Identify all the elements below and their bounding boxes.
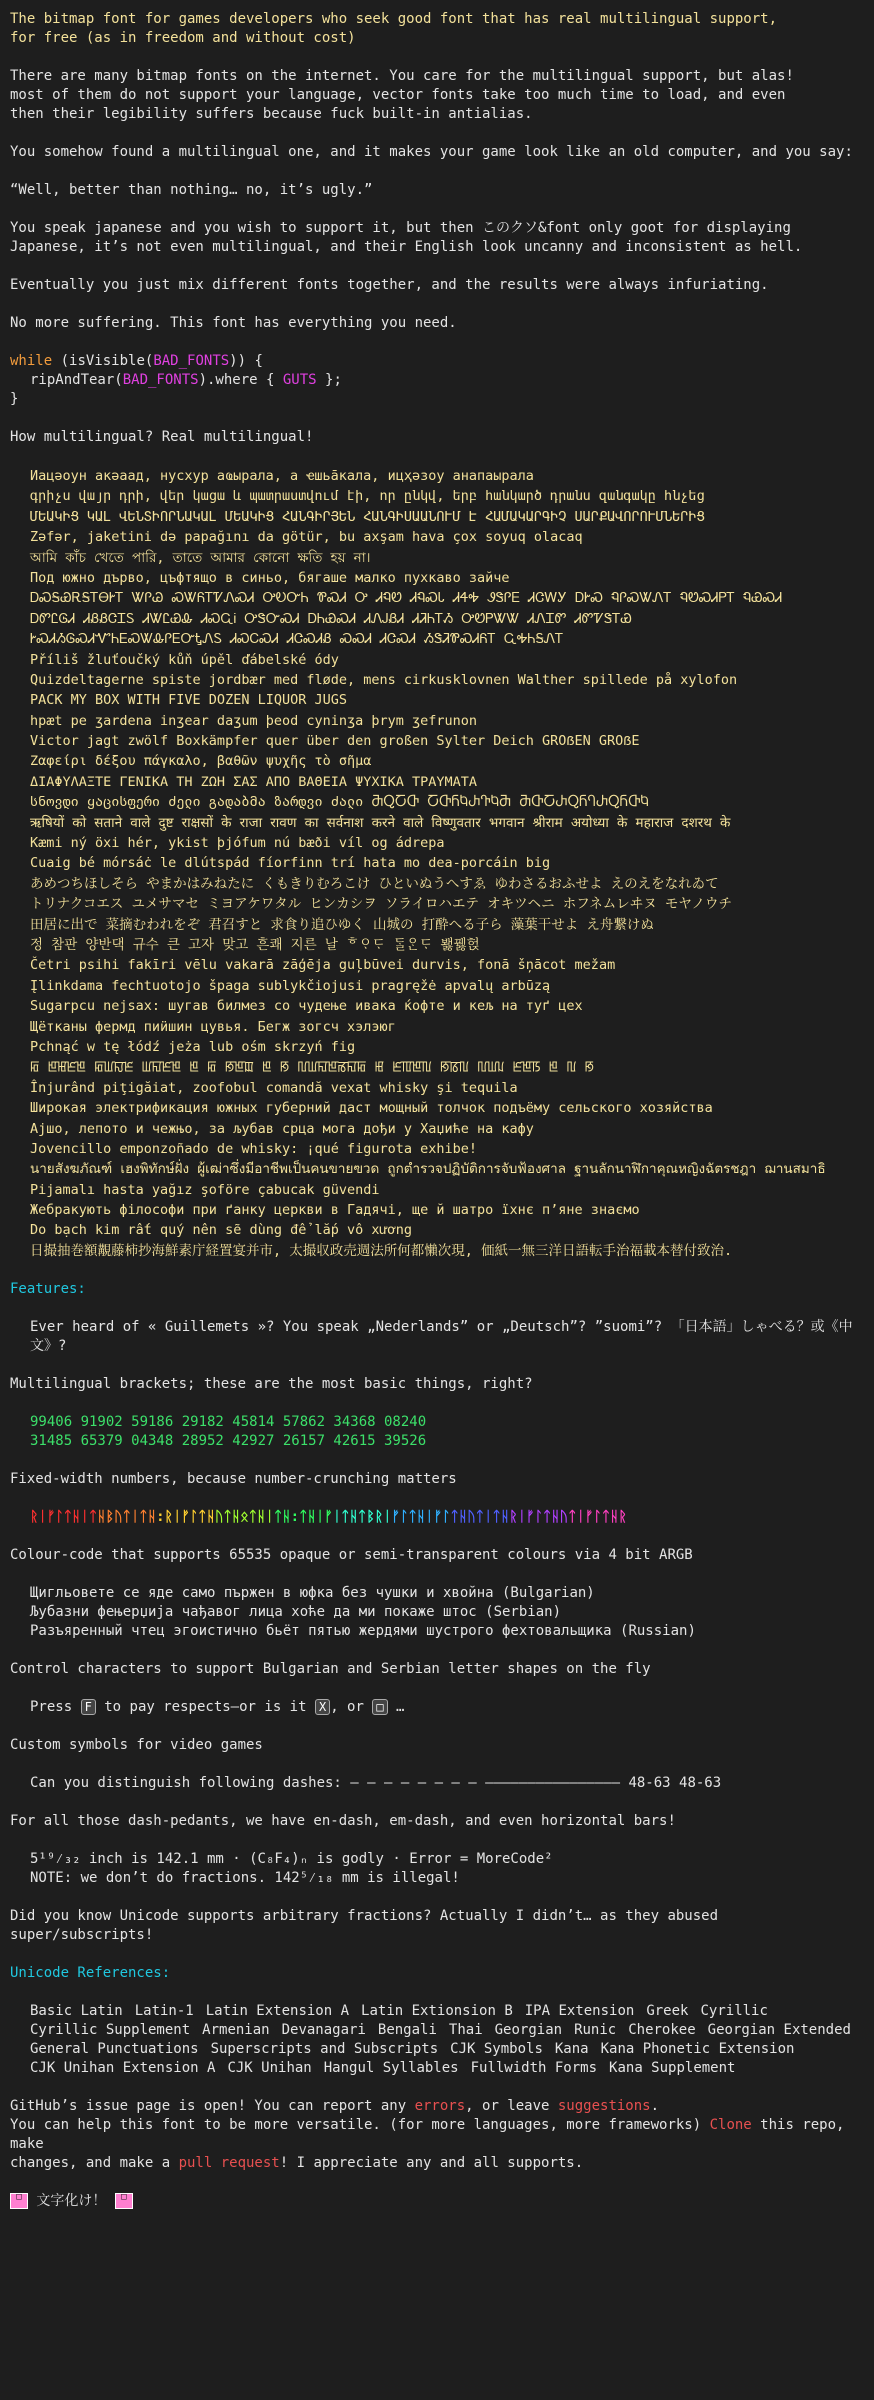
dashes-caption: For all those dash-pedants, we have en-dash, em-dash, and even horizontal bars!: [10, 1813, 676, 1830]
multilingual-line: ᎠᏛᏝᎶᏗ ᏗᏰᏰᏣᏆᏚ ᏗᏔᏝᏯᎲ ᏗᏍᏩᎥ ᎤᏕᏅᏍᏗ ᎠᏂᏯᏍᏗ ᏗᏁᎫᏰᏗ ᏗᏘᏂᎢᏱ ᎤᏬᏢᏔᏔ ᏗᏁᏆᏛ ᏗᏛᏤᏕᎢᏯ: [30, 610, 632, 627]
rainbow-rune: ᛚ: [55, 1509, 64, 1526]
missing-glyph-icon: □: [10, 2193, 28, 2209]
rainbow-rune: ᚺ: [500, 1509, 510, 1526]
reference-item: Thai: [448, 2022, 483, 2039]
code-constant: GUTS: [282, 372, 317, 388]
clone-link[interactable]: Clone: [709, 2117, 752, 2134]
multilingual-line: գրիչս վայր դրի, վեր կացա և պատրաստվում էի, որ ընկվ, երբ հանկարծ դրանս զանգակը հնչեց: [30, 488, 705, 505]
mojibake-text: 文字化け！: [28, 2193, 115, 2210]
rainbow-rune: ᚺ: [551, 1509, 560, 1526]
multilingual-line: Ζαφείρι δέξου πάγκαλο, βαθῶν ψυχῆς τὸ σῆμα: [30, 753, 372, 770]
multilingual-samples: [10, 466, 864, 1261]
code-constant: BAD_FONTS: [153, 353, 230, 369]
rainbow-rune: ᚺ: [307, 1509, 316, 1526]
dashes-sample: Can you distinguish following dashes: ‒ ‒ ‒ ‒ ‒ ‒ ‒ ‒ ―――――――――――――――― 48-63 48-63: [30, 1775, 722, 1792]
intro-paragraph-1c: then their legibility suffers because fuck built-in antialias.: [10, 106, 533, 122]
multilingual-line: Victor jagt zwölf Boxkämpfer quer über den großen Sylter Deich GROẞEN GROẞE: [30, 733, 640, 750]
reference-item: Greek: [646, 2003, 689, 2020]
reference-item: IPA Extension: [524, 2003, 635, 2020]
multilingual-line: あめつちほしそら やまかはみねたに くもきりむろこけ ひといぬうへすゑ ゆわさるおふせよ えのえをなれゐて: [30, 875, 719, 892]
code-text: }: [10, 391, 19, 407]
code-snippet: [10, 352, 864, 409]
rainbow-rune: ᛒ: [366, 1509, 375, 1526]
footer-text: changes, and make a: [10, 2155, 179, 2172]
rainbow-rune: ᚺ: [206, 1509, 215, 1526]
multilingual-line: Příliš žluťoučký kůň úpěl ďábelské ódy: [30, 651, 339, 668]
code-text: ripAndTear(: [30, 372, 123, 388]
references-heading: Unicode References:: [10, 1965, 171, 1982]
references-list: [10, 2002, 864, 2078]
rainbow-rune: ᚺ: [610, 1509, 619, 1526]
intro-paragraph-1: There are many bitmap fonts on the internet. You care for the multilingual support, but alas!: [10, 68, 794, 84]
multilingual-line: トリナクコエス ユメサマセ ミヨアケワタル ヒンカシヲ ソライロハエテ オキツヘニ ホフネムレヰヌ モヤノウチ: [30, 896, 733, 913]
rainbow-rune: ᛁ: [383, 1509, 392, 1526]
reference-item: Kana: [554, 2041, 589, 2058]
multilingual-line: ऋषियों को सताने वाले दुष्ट राक्षसों के राजा रावण का सर्वनाश करने वाले विष्णुवतार भगवान श्रीराम अयोध्या के महाराज दशरथ के: [30, 814, 731, 831]
multilingual-line: Sugarpcu nejsax: шугав билмез со чудење ивака ќофте и кељ на туґ цех: [30, 998, 583, 1015]
rainbow-rune: ᛚ: [593, 1509, 602, 1526]
colour-caption: Colour-code that supports 65535 opaque or semi-transparent colours via 4 bit ARGB: [10, 1547, 693, 1564]
rainbow-rune: ᛏ: [568, 1509, 577, 1526]
reference-item: Cherokee: [628, 2022, 696, 2039]
numbers-caption: Fixed-width numbers, because number-crunching matters: [10, 1471, 457, 1488]
rainbow-rune: ᛏ: [475, 1509, 484, 1526]
numbers-line-2: 31485 65379 04348 28952 42927 26157 42615 39526: [30, 1433, 427, 1450]
press-f-line: [10, 1698, 864, 1717]
intro-quote: “Well, better than nothing… no, it’s ugly.”: [10, 182, 373, 198]
intro-paragraph-2: You somehow found a multilingual one, and it makes your game look like an old computer, and you say:: [10, 144, 853, 160]
rainbow-rune: ᛏ: [63, 1509, 73, 1526]
rainbow-rune: ᛁ: [517, 1509, 527, 1526]
rainbow-rune: ᛟ: [240, 1509, 249, 1526]
rainbow-rune: ᛏ: [223, 1509, 232, 1526]
numbers-line-1: 99406 91902 59186 29182 45814 57862 34368 08240: [30, 1414, 427, 1431]
rainbow-rune: ᚺ: [147, 1509, 157, 1526]
cyrillic-bulgarian: Щигльовете се яде само пържен в юфка без чушки и хвойна (Bulgarian): [30, 1585, 595, 1602]
rainbow-rune: ᚺ: [72, 1509, 81, 1526]
f-key-icon: F: [81, 1699, 96, 1715]
multilingual-line: Pchnąć w tę łódź jeża lub ośm skrzyń fig: [30, 1038, 356, 1055]
suggestions-link[interactable]: suggestions: [557, 2098, 651, 2115]
rainbow-rune: ᛏ: [88, 1509, 98, 1526]
footer-text: .: [650, 2098, 660, 2115]
reference-item: Georgian: [494, 2022, 563, 2039]
rainbow-rune: ᚠ: [324, 1509, 333, 1526]
multilingual-line: Широкая электрификация южных губерний даст мощный толчок подъёму сельского хозяйства: [30, 1100, 713, 1117]
rainbow-rune: ᚢ: [467, 1509, 476, 1526]
references-row: [30, 2002, 864, 2021]
rainbow-rune: ᛏ: [248, 1509, 257, 1526]
rainbow-rune: ᛁ: [265, 1509, 274, 1526]
multilingual-line: Quizdeltagerne spiste jordbær med fløde, mens cirkusklovnen Walther spillede på xylofon: [30, 671, 738, 688]
intro-paragraph-4b: Japanese, it’s not even multilingual, and their English look uncanny and inconsistent as hell.: [10, 239, 803, 255]
multilingual-line: আমি কাঁচ খেতে পারি, তাতে আমার কোনো ক্ষতি হয় না।: [30, 549, 371, 566]
multilingual-line: 田居に出で 菜摘むわれをぞ 君召すと 求食り追ひゆく 山城の 打酔へる子ら 藻葉干せよ え舟繋けぬ: [30, 916, 654, 933]
rainbow-rune: ᚺ: [349, 1509, 358, 1526]
rainbow-rune: ᛏ: [357, 1509, 367, 1526]
rainbow-rune: ᛏ: [450, 1509, 459, 1526]
guillemets-sample: Ever heard of « Guillemets »? You speak „Nederlands” or „Deutsch”? ”suomi”? 「日本語」しゃべる？或《中文》?: [30, 1319, 853, 1355]
multilingual-line: Жебракують філософи при ґанку церкви в Гадячі, ще й шатро їхнє п’яне знаємо: [30, 1202, 640, 1219]
reference-item: General Punctuations: [30, 2041, 199, 2058]
rainbow-rune: ᚺ: [282, 1509, 291, 1526]
rainbow-rune: ᛏ: [341, 1509, 350, 1526]
multilingual-line: Pijamalı hasta yağız şoföre çabucak güvendi: [30, 1181, 380, 1198]
rainbow-rune: ᛁ: [425, 1509, 434, 1526]
multilingual-line: ꡂ ꡁꡅꡈꡁ ꡂꡆꡍꡈ ꡆꡎꡈꡁ ꡁ ꡂ ꡐꡁꡉ ꡁ ꡐ ꡃꡆꡎꡁꡏꡎꡂ ꡅ ꡈꡄꡁꡃ ꡐꡋꡃ ꡃꡆꡊ ꡈꡁꡑ ꡁ ꡃ ꡐ: [30, 1059, 595, 1076]
rainbow-rune: ᚺ: [416, 1509, 426, 1526]
reference-item: CJK Symbols: [450, 2041, 543, 2058]
fraction-line-2: NOTE: we don’t do fractions. 142⁵⁄₁₈ mm is illegal!: [30, 1870, 460, 1887]
footer-text: , or leave: [465, 2098, 558, 2115]
rainbow-rune: ᛏ: [601, 1509, 611, 1526]
reference-item: Runic: [574, 2022, 617, 2039]
rainbow-rune: ᛁ: [332, 1509, 342, 1526]
reference-item: Georgian Extended: [707, 2022, 851, 2039]
rainbow-rune: ᛁ: [38, 1509, 47, 1526]
multilingual-line: Înjurând piţigăiat, zoofobul comandă vexat whisky şi tequila: [30, 1079, 518, 1096]
reference-item: Kana Supplement: [609, 2060, 736, 2077]
multilingual-line: ᎨᏍᏗᏱᎶᏍᏗᏉᏂᎬᏍᏔᎲᎵᎬᏅᎿᏁᏚ ᏗᏍᏟᏍᏗ ᏗᏣᏍᏗᏰ ᏍᏍᏗ ᏗᏣᏍᏗ ᏱᏕᏘᏈᏍᏗᏲᎢ ᏩᎭᏂᎦᏁᎢ: [30, 631, 564, 648]
multilingual-line: hpæt pe ʒardena inʒear daʒum þeod cyninʒa þrym ʒefrunon: [30, 712, 478, 729]
multilingual-line: Cuaig bé mórsáċ le dlútspád fíorfinn trí hata mo dea-porcáin big: [30, 855, 551, 872]
references-row: [30, 2059, 864, 2078]
reference-item: Hangul Syllables: [323, 2060, 459, 2077]
multilingual-heading: How multilingual? Real multilingual!: [10, 429, 314, 445]
multilingual-line: 정 참판 양반댁 규수 큰 고자 맞고 흔쾌 지른 날 ᄒᅠᄋᆞᄃᆞ ᄃᆞᆯᄋᆞᆫᄃᆞ 봻꿿헍: [30, 936, 480, 953]
rainbow-rune: ᛏ: [198, 1509, 207, 1526]
errors-link[interactable]: errors: [414, 2098, 466, 2115]
reference-item: Superscripts and Subscripts: [210, 2041, 439, 2058]
rainbow-rune: ᚠ: [391, 1509, 400, 1526]
intro-paragraph-4: You speak japanese and you wish to support it, but then このクソ&font only goot for displaying: [10, 220, 791, 236]
headline-line-2: for free (as in freedom and without cost): [10, 30, 356, 46]
rainbow-rune: ᚢ: [214, 1509, 224, 1526]
rainbow-rune: ᛁ: [130, 1509, 140, 1526]
rainbow-rune: ᛏ: [139, 1509, 148, 1526]
rainbow-rune: :: [290, 1509, 300, 1526]
press-text: to pay respects—or is it: [95, 1699, 315, 1716]
multilingual-line: ΔΙΑΦΥΛΑΞΤΕ ΓΕΝΙΚΑ ΤΗ ΖΩΗ ΣΑΣ ΑΠΟ ΒΑΘΕΙΑ ΨΥΧΙΚΑ ΤΡΑΥΜΑΤΑ: [30, 773, 478, 790]
reference-item: Fullwidth Forms: [470, 2060, 598, 2077]
rainbow-rune: ᛚ: [189, 1509, 199, 1526]
reference-item: Kana Phonetic Extension: [600, 2041, 795, 2058]
square-button-icon: □: [372, 1699, 387, 1715]
multilingual-line: სნოვდი ყაცისფერი ძელი გადაბმა ზარდვი ძალი ႫႭႠႧ ႠႧႬႩႰႥႩႫ ႫႧႠႰႭႬႤႰႭႬႧႩ: [30, 794, 649, 811]
rainbow-rune: ᛁ: [315, 1509, 325, 1526]
footer-text: ! I appreciate any and all supports.: [279, 2155, 584, 2172]
rainbow-rune: ᚠ: [526, 1509, 535, 1526]
multilingual-line: 日撮抽巻額覯藤柿抄海鮮素庁経置宴并市, 太撮収政売週法所何都懶次現, 価紙一無三洋日語転手治福載本替付致治.: [30, 1242, 733, 1259]
references-row: [30, 2040, 864, 2059]
rainbow-rune: ᚠ: [46, 1509, 56, 1526]
rainbow-rune: ᛁ: [576, 1509, 585, 1526]
code-text: ).where {: [198, 372, 283, 388]
multilingual-line: Kæmi ný öxi hér, ykist þjófum nú bæði víl og ádrepa: [30, 835, 445, 852]
rainbow-rune: ᚱ: [30, 1509, 39, 1526]
brackets-caption: Multilingual brackets; these are the most basic things, right?: [10, 1376, 533, 1393]
rainbow-rune: ᚺ: [257, 1509, 266, 1526]
references-row: [30, 2021, 864, 2040]
reference-item: CJK Unihan: [227, 2060, 312, 2077]
rainbow-rune: ᛏ: [542, 1509, 552, 1526]
rainbow-rune: ᛚ: [534, 1509, 543, 1526]
rainbow-rune: ᚺ: [97, 1509, 106, 1526]
rainbow-rune: ᚱ: [618, 1509, 627, 1526]
rainbow-rune: ᛏ: [408, 1509, 417, 1526]
features-heading: Features:: [10, 1281, 86, 1298]
reference-item: Cyrillic: [700, 2003, 768, 2020]
rainbow-rune: ᛚ: [441, 1509, 451, 1526]
code-constant: BAD_FONTS: [122, 372, 199, 388]
multilingual-line: Иацәоун акәаад, нусхур аҩырала, а ҽшьа̄кала, ицҳәзоу анапаырала: [30, 468, 534, 484]
rainbow-rune: ᛏ: [122, 1509, 131, 1526]
press-text: Press: [30, 1699, 81, 1716]
rainbow-rune: ᛁ: [484, 1509, 493, 1526]
fraction-line-1: 5¹⁹⁄₃₂ inch is 142.1 mm · (C₈F₄)ₙ is godly · Error = MoreCode²: [30, 1851, 553, 1868]
reference-item: Basic Latin: [30, 2003, 123, 2020]
multilingual-line: Zəfər, jaketini də papağını da götür, bu axşam hava çox soyuq olacaq: [30, 529, 583, 546]
press-text: , or: [330, 1699, 373, 1716]
reference-item: Cyrillic Supplement: [30, 2022, 191, 2039]
code-text: (isVisible(: [52, 353, 154, 369]
headline-line-1: The bitmap font for games developers who seek good font that has real multilingual support,: [10, 11, 778, 27]
cyrillic-caption: Control characters to support Bulgarian and Serbian letter shapes on the fly: [10, 1661, 651, 1678]
multilingual-line: Įlinkdama fechtuotojo špaga sublykčiojusi pragręžė apvalų arbūzą: [30, 977, 551, 994]
intro-paragraph-5: Eventually you just mix different fonts together, and the results were always infuriating.: [10, 277, 769, 293]
fractions-caption: Did you know Unicode supports arbitrary fractions? Actually I didn’t… as they abused super/subscripts!: [10, 1908, 719, 1944]
rainbow-rune: ᛚ: [399, 1509, 409, 1526]
rainbow-rune: ᛏ: [273, 1509, 283, 1526]
footer-text: GitHub’s issue page is open! You can report any: [10, 2098, 415, 2115]
rainbow-runes: [10, 1508, 864, 1527]
rainbow-rune: ᚠ: [181, 1509, 190, 1526]
rainbow-rune: ᛁ: [80, 1509, 89, 1526]
multilingual-line: Под южно дърво, цъфтящо в синьо, бягаше малко пухкаво зайче: [30, 569, 510, 586]
multilingual-line: Ајшо, лепото и чежњо, за љубав срца мога дођи у Хаџиће на кафу: [30, 1120, 534, 1137]
rainbow-rune: ᚺ: [231, 1509, 241, 1526]
multilingual-line: นายสังฆภัณฑ์ เฮงพิทักษ์ฝั่ง ผู้เฒ่าซึ่งมีอาชีพเป็นคนขายฃวด ถูกตำรวจปฏิบัติการจับฟ้องศาล ฐานลักนาฬิกาคุณหญิงฉัตรชฎา ฌานสมาธิ: [30, 1161, 826, 1178]
rainbow-rune: ᚢ: [559, 1509, 569, 1526]
rainbow-rune: ᛒ: [105, 1509, 115, 1526]
reference-item: Devanagari: [281, 2022, 366, 2039]
rainbow-rune: ᚱ: [509, 1509, 518, 1526]
footer-section: [10, 2097, 864, 2211]
rainbow-rune: ᚠ: [584, 1509, 594, 1526]
rainbow-rune: ᚺ: [458, 1509, 468, 1526]
rainbow-rune: ᚠ: [433, 1509, 442, 1526]
rainbow-rune: ᚢ: [114, 1509, 123, 1526]
press-text: …: [387, 1699, 405, 1716]
rainbow-rune: ᚱ: [164, 1509, 173, 1526]
multilingual-line: Щётканы фермд пиӥшин цувья. Бегж зогсч хэлэюг: [30, 1018, 396, 1035]
code-text: };: [316, 372, 342, 388]
reference-item: Latin-1: [134, 2003, 194, 2020]
footer-text: You can help this font to be more versatile. (for more languages, more frameworks): [10, 2117, 710, 2134]
mojibake-line: [10, 2192, 864, 2211]
rainbow-rune: ᚱ: [374, 1509, 384, 1526]
code-keyword: while: [10, 353, 53, 369]
rainbow-rune: :: [156, 1509, 165, 1526]
cyrillic-russian: Разъяренный чтец эгоистично бьёт пятью жердями шустрого фехтовальщика (Russian): [30, 1623, 696, 1640]
reference-item: Latin Extension A: [205, 2003, 350, 2020]
multilingual-line: Jovencillo emponzoñado de whisky: ¡qué figurota exhibe!: [30, 1140, 478, 1157]
multilingual-line: ՄԵԱԿԻՑ ԿԱԼ ՎԵՆՏԻՈՐՆԱԿԱԼ ՄԵԱԿԻՑ ՀԱՆԳԻՐՅԵՆ ՀԱՆԳԻՍԱԱՆՈՒՄ Է ՀԱՄԱԿԱՐԳԻՉ ՍԱՐՔԱՎՈՐՈՒՄՆԵՐԻՑ: [30, 508, 705, 525]
rainbow-rune: ᛏ: [492, 1509, 501, 1526]
missing-glyph-icon: □: [115, 2193, 133, 2209]
multilingual-line: Četri psihi fakīri vēlu vakarā zāģēja guļbūvei durvis, fonā šņācot mežam: [30, 957, 616, 974]
multilingual-line: Do bạch kim rất quý nên sẽ dùng để lắp vô xương: [30, 1222, 413, 1239]
reference-item: Bengali: [377, 2022, 437, 2039]
custom-symbols-caption: Custom symbols for video games: [10, 1737, 263, 1754]
pull-request-link[interactable]: pull request: [178, 2155, 280, 2172]
multilingual-line: ᎠᏍᎦᏯᎡᎦᎢᎾᎨᎢ ᏔᎵᏊ ᏍᏔᏲᎢᏤᏁᏍᏗ ᎤᎧᏅᏂ ᏈᏍᏗ Ꭴ ᏗᏄᏬ ᏗᏄᏍᏓ ᏗᏎᎭ ᏭᏕᎵᎬ ᏗᏣᎳᎩ ᎠᎨᏍ ᏄᎵᏍᏔᏁᎢ ᏄᏬᏍᏗᏢᎢ ᏄᏯᏍᏗ: [30, 590, 783, 607]
reference-item: Armenian: [202, 2022, 270, 2039]
x-button-icon: X: [315, 1699, 330, 1715]
intro-section: [10, 10, 864, 352]
intro-paragraph-6: No more suffering. This font has everything you need.: [10, 315, 457, 331]
reference-item: Latin Extionsion B: [361, 2003, 513, 2020]
intro-paragraph-1b: most of them do not support your language, vector fonts take too much time to load, and even: [10, 87, 786, 103]
reference-item: CJK Unihan Extension A: [30, 2060, 216, 2077]
footer-text: this repo, make: [10, 2117, 845, 2153]
rainbow-rune: ᛁ: [172, 1509, 182, 1526]
multilingual-line: PACK MY BOX WITH FIVE DOZEN LIQUOR JUGS: [30, 692, 347, 709]
rainbow-rune: ᛏ: [299, 1509, 308, 1526]
code-text: )) {: [229, 353, 263, 369]
cyrillic-serbian: Љубазни фењерџија чађавог лица хоће да ми покаже штос (Serbian): [30, 1604, 562, 1621]
